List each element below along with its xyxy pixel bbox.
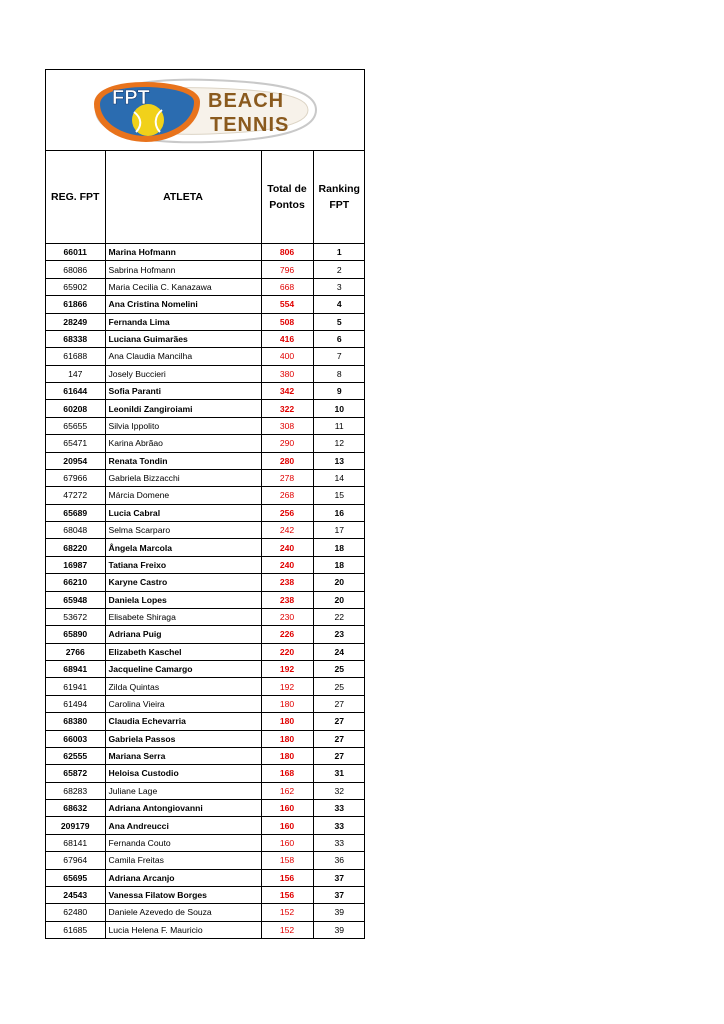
cell-athlete: Gabriela Passos — [105, 730, 261, 747]
cell-points: 308 — [261, 417, 313, 434]
cell-points: 152 — [261, 921, 313, 938]
cell-reg: 68380 — [46, 713, 105, 730]
cell-rank: 3 — [313, 278, 365, 295]
header-row — [46, 151, 365, 244]
cell-points: 160 — [261, 817, 313, 834]
cell-athlete: Elisabete Shiraga — [105, 608, 261, 625]
cell-reg: 65902 — [46, 278, 105, 295]
cell-points: 158 — [261, 852, 313, 869]
table-row — [46, 695, 365, 712]
cell-reg: 66011 — [46, 244, 105, 261]
cell-rank: 22 — [313, 608, 365, 625]
cell-rank: 4 — [313, 296, 365, 313]
cell-rank: 32 — [313, 782, 365, 799]
cell-reg: 209179 — [46, 817, 105, 834]
cell-points: 554 — [261, 296, 313, 313]
cell-rank: 27 — [313, 713, 365, 730]
cell-rank: 33 — [313, 834, 365, 851]
cell-points: 508 — [261, 313, 313, 330]
cell-athlete: Daniele Azevedo de Souza — [105, 904, 261, 921]
cell-rank: 36 — [313, 852, 365, 869]
cell-reg: 61685 — [46, 921, 105, 938]
table-row — [46, 817, 365, 834]
cell-rank: 20 — [313, 574, 365, 591]
cell-rank: 14 — [313, 469, 365, 486]
table-row — [46, 400, 365, 417]
cell-reg: 20954 — [46, 452, 105, 469]
cell-points: 162 — [261, 782, 313, 799]
table-row — [46, 365, 365, 382]
cell-rank: 15 — [313, 487, 365, 504]
fpt-beach-tennis-logo — [90, 74, 320, 146]
cell-reg: 65471 — [46, 435, 105, 452]
cell-athlete: Ana Andreucci — [105, 817, 261, 834]
cell-athlete: Adriana Antongiovanni — [105, 800, 261, 817]
cell-reg: 68048 — [46, 522, 105, 539]
table-row — [46, 626, 365, 643]
cell-reg: 62555 — [46, 747, 105, 764]
cell-reg: 16987 — [46, 556, 105, 573]
cell-points: 160 — [261, 834, 313, 851]
cell-rank: 39 — [334, 924, 345, 935]
cell-points: 322 — [261, 400, 313, 417]
cell-rank: 27 — [313, 747, 365, 764]
cell-points: 416 — [261, 330, 313, 347]
table-row — [46, 747, 365, 764]
table-row — [46, 869, 365, 886]
cell-athlete: Juliane Lage — [105, 782, 261, 799]
cell-reg: 61644 — [46, 383, 105, 400]
cell-points: 238 — [261, 591, 313, 608]
cell-reg: 61941 — [46, 678, 105, 695]
table-row — [46, 435, 365, 452]
table-row — [46, 834, 365, 851]
cell-reg: 61494 — [46, 695, 105, 712]
cell-athlete: Leonildi Zangiroiami — [105, 400, 261, 417]
table-row — [46, 452, 365, 469]
cell-reg: 61688 — [46, 348, 105, 365]
cell-reg: 68283 — [46, 782, 105, 799]
cell-rank: 39 — [313, 904, 365, 921]
cell-points: 220 — [261, 643, 313, 660]
cell-points: 180 — [261, 730, 313, 747]
cell-rank: 24 — [313, 643, 365, 660]
header-rank: Ranking FPT — [313, 151, 365, 244]
cell-points: 226 — [261, 626, 313, 643]
cell-reg: 68141 — [46, 834, 105, 851]
table-row — [46, 539, 365, 556]
cell-athlete: Ângela Marcola — [105, 539, 261, 556]
cell-rank: 37 — [313, 869, 365, 886]
cell-points: 268 — [261, 487, 313, 504]
cell-points: 160 — [261, 800, 313, 817]
cell-athlete: Renata Tondin — [105, 452, 261, 469]
table-row — [46, 278, 365, 295]
cell-points: 156 — [261, 886, 313, 903]
cell-athlete: Márcia Domene — [105, 487, 261, 504]
table-body — [46, 244, 365, 939]
table-row — [46, 504, 365, 521]
cell-points: 230 — [261, 608, 313, 625]
cell-points: 238 — [261, 574, 313, 591]
cell-rank: 25 — [313, 678, 365, 695]
table-row — [46, 643, 365, 660]
cell-athlete: Daniela Lopes — [105, 591, 261, 608]
cell-reg: 65655 — [46, 417, 105, 434]
cell-reg: 65890 — [46, 626, 105, 643]
cell-athlete: Selma Scarparo — [105, 522, 261, 539]
cell-reg: 65872 — [46, 765, 105, 782]
cell-points: 156 — [261, 869, 313, 886]
cell-points: 280 — [261, 452, 313, 469]
table-row — [46, 556, 365, 573]
table-row — [46, 713, 365, 730]
cell-reg: 65695 — [46, 869, 105, 886]
cell-athlete: Zilda Quintas — [105, 678, 261, 695]
table-row — [46, 800, 365, 817]
cell-athlete: Silvia Ippolito — [105, 417, 261, 434]
cell-rank: 27 — [313, 695, 365, 712]
cell-reg: 68086 — [46, 261, 105, 278]
table-row — [46, 765, 365, 782]
table-row — [46, 678, 365, 695]
cell-reg: 47272 — [46, 487, 105, 504]
table-row — [46, 383, 365, 400]
logo-cell — [46, 70, 364, 151]
table-row — [46, 417, 365, 434]
cell-rank: 27 — [313, 730, 365, 747]
cell-rank: 9 — [313, 383, 365, 400]
cell-athlete: Fernanda Lima — [105, 313, 261, 330]
cell-athlete: Lucia Cabral — [105, 504, 261, 521]
table-row — [46, 904, 365, 921]
cell-rank: 16 — [313, 504, 365, 521]
cell-points: 400 — [261, 348, 313, 365]
cell-reg: 66003 — [46, 730, 105, 747]
cell-rank: 8 — [313, 365, 365, 382]
cell-rank: 25 — [313, 661, 365, 678]
table-row — [46, 348, 365, 365]
cell-points: 192 — [261, 661, 313, 678]
cell-points: 342 — [261, 383, 313, 400]
table-row — [46, 661, 365, 678]
table-row — [46, 469, 365, 486]
cell-points: 180 — [261, 747, 313, 764]
cell-athlete: Jacqueline Camargo — [105, 661, 261, 678]
table-row — [46, 330, 365, 347]
cell-athlete: Vanessa Filatow Borges — [105, 886, 261, 903]
cell-athlete: Karina Abrãao — [105, 435, 261, 452]
table-row — [46, 886, 365, 903]
cell-rank: 18 — [313, 539, 365, 556]
cell-reg: 61866 — [46, 296, 105, 313]
cell-athlete: Luciana Guimarães — [105, 330, 261, 347]
cell-athlete: Josely Buccieri — [105, 365, 261, 382]
cell-rank: 20 — [313, 591, 365, 608]
cell-points: 180 — [261, 713, 313, 730]
cell-rank: 37 — [313, 886, 365, 903]
cell-athlete: Carolina Vieira — [105, 695, 261, 712]
cell-points: 668 — [261, 278, 313, 295]
cell-rank: 2 — [313, 261, 365, 278]
cell-athlete: Mariana Serra — [105, 747, 261, 764]
header-athlete: ATLETA — [105, 151, 261, 244]
cell-reg: 24543 — [46, 886, 105, 903]
cell-athlete: Claudia Echevarria — [105, 713, 261, 730]
table-row — [46, 782, 365, 799]
table-row — [46, 522, 365, 539]
table-row — [46, 574, 365, 591]
cell-reg: 68941 — [46, 661, 105, 678]
cell-reg: 2766 — [46, 643, 105, 660]
header-reg: REG. FPT — [46, 151, 105, 244]
logo-line2: TENNIS — [210, 114, 290, 136]
cell-reg: 147 — [46, 365, 105, 382]
logo-line1: BEACH — [208, 90, 285, 112]
cell-athlete: Sabrina Hofmann — [105, 261, 261, 278]
cell-reg: 28249 — [46, 313, 105, 330]
cell-reg: 60208 — [46, 400, 105, 417]
cell-reg: 66210 — [46, 574, 105, 591]
cell-points: 168 — [261, 765, 313, 782]
cell-rank: 5 — [313, 313, 365, 330]
cell-points: 806 — [261, 244, 313, 261]
cell-points: 152 — [261, 904, 313, 921]
cell-rank: 31 — [313, 765, 365, 782]
cell-points: 192 — [261, 678, 313, 695]
cell-reg: 68338 — [46, 330, 105, 347]
cell-reg: 67964 — [46, 852, 105, 869]
cell-reg: 68220 — [46, 539, 105, 556]
cell-reg: 67966 — [46, 469, 105, 486]
logo-badge-text: FPT — [112, 87, 150, 109]
cell-athlete: Marina Hofmann — [105, 244, 261, 261]
cell-rank: 11 — [313, 417, 365, 434]
cell-points: 278 — [261, 469, 313, 486]
cell-reg: 68632 — [46, 800, 105, 817]
cell-points: 242 — [261, 522, 313, 539]
table-row — [46, 730, 365, 747]
cell-rank: 33 — [313, 817, 365, 834]
header-points: Total de Pontos — [261, 151, 313, 244]
cell-rank: 12 — [313, 435, 365, 452]
cell-athlete: Gabriela Bizzacchi — [105, 469, 261, 486]
cell-athlete: Sofia Paranti — [105, 383, 261, 400]
cell-athlete: Heloisa Custodio — [105, 765, 261, 782]
cell-athlete: Tatiana Freixo — [105, 556, 261, 573]
cell-rank: 18 — [313, 556, 365, 573]
cell-athlete: Ana Claudia Mancilha — [105, 348, 261, 365]
cell-athlete: Elizabeth Kaschel — [105, 643, 261, 660]
cell-athlete: Ana Cristina Nomelini — [105, 296, 261, 313]
table-row — [46, 487, 365, 504]
table-row — [46, 591, 365, 608]
table-row — [46, 244, 365, 261]
cell-reg: 62480 — [46, 904, 105, 921]
cell-reg: 65948 — [46, 591, 105, 608]
cell-rank: 1 — [313, 244, 365, 261]
cell-rank: 6 — [313, 330, 365, 347]
cell-reg: 65689 — [46, 504, 105, 521]
ranking-sheet — [45, 69, 365, 939]
cell-rank: 10 — [313, 400, 365, 417]
cell-rank: 13 — [313, 452, 365, 469]
table-row — [46, 852, 365, 869]
cell-athlete: Adriana Puig — [105, 626, 261, 643]
table-row — [46, 313, 365, 330]
cell-points: 180 — [261, 695, 313, 712]
cell-rank: 23 — [313, 626, 365, 643]
cell-points: 240 — [261, 556, 313, 573]
table-row — [46, 608, 365, 625]
table-row — [46, 921, 365, 938]
table-row — [46, 261, 365, 278]
table-row — [46, 296, 365, 313]
cell-rank: 17 — [313, 522, 365, 539]
cell-points: 290 — [261, 435, 313, 452]
cell-rank: 7 — [313, 348, 365, 365]
cell-athlete: Camila Freitas — [105, 852, 261, 869]
cell-points: 256 — [261, 504, 313, 521]
cell-athlete: Adriana Arcanjo — [105, 869, 261, 886]
cell-rank: 33 — [313, 800, 365, 817]
cell-points: 796 — [261, 261, 313, 278]
cell-athlete: Fernanda Couto — [105, 834, 261, 851]
cell-athlete: Lucia Helena F. Mauricio — [105, 921, 261, 938]
cell-reg: 53672 — [46, 608, 105, 625]
ranking-table — [46, 151, 365, 938]
cell-athlete: Maria Cecilia C. Kanazawa — [105, 278, 261, 295]
cell-points: 240 — [261, 539, 313, 556]
cell-points: 380 — [261, 365, 313, 382]
cell-athlete: Karyne Castro — [105, 574, 261, 591]
